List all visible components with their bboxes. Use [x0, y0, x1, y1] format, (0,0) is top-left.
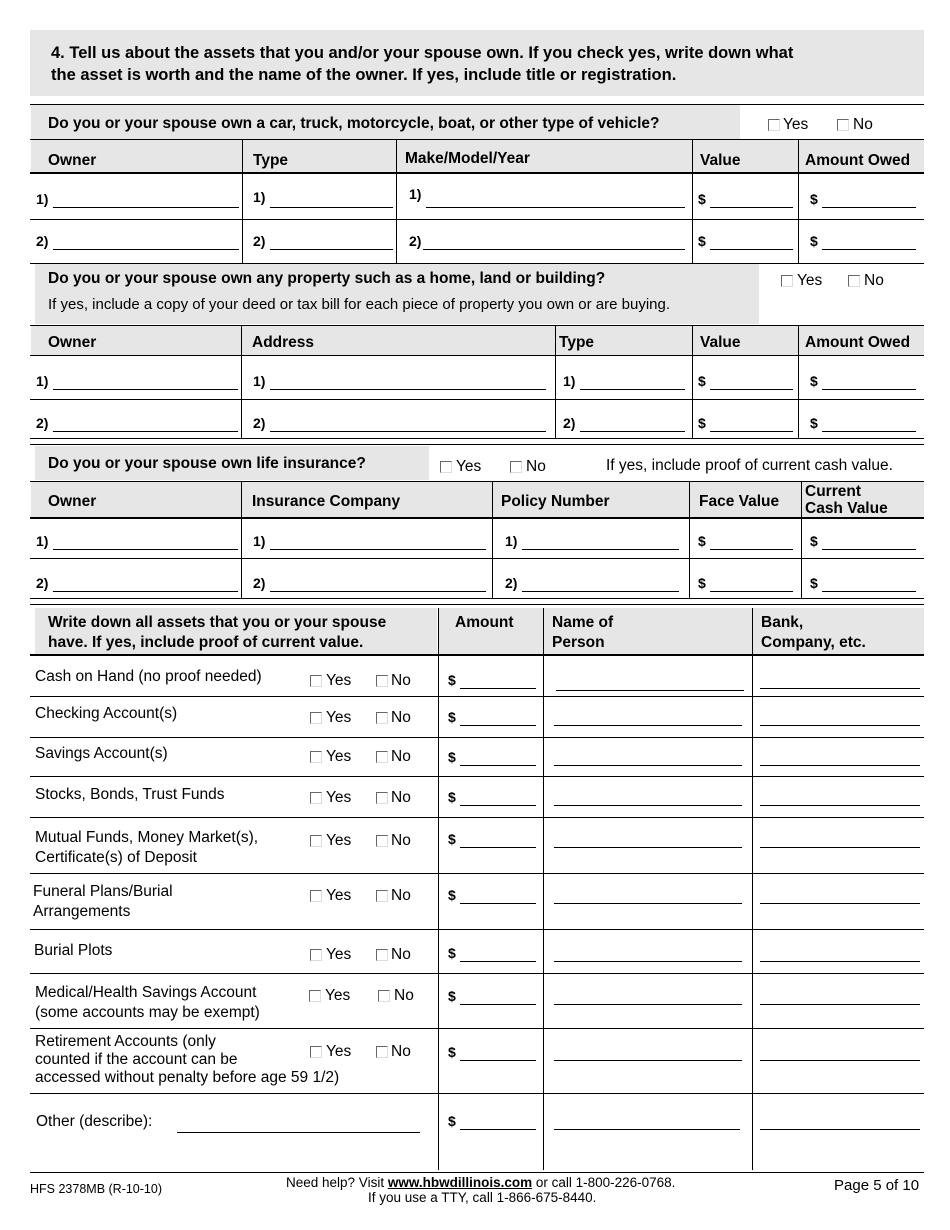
property-address-header: Address — [252, 334, 315, 351]
property-owed-header: Amount Owed — [805, 334, 911, 351]
vehicle-row1-owed-dollar: $ — [810, 191, 818, 207]
asset-label-cash: Cash on Hand (no proof needed) — [35, 668, 262, 685]
divider — [30, 438, 924, 439]
vehicle-row2-value-field[interactable] — [710, 249, 793, 250]
asset-stocks-amount-field[interactable] — [460, 805, 536, 806]
asset-cash-yes-label: Yes — [326, 672, 352, 689]
property-note: If yes, include a copy of your deed or tax bill for each piece of property you own or are buying. — [48, 296, 671, 313]
property-header-row — [31, 326, 924, 355]
col-divider — [543, 608, 544, 1170]
property-owner-header: Owner — [48, 334, 97, 351]
vehicle-make-header: Make/Model/Year — [405, 150, 530, 167]
insurance-question: Do you or your spouse own life insurance? — [48, 455, 366, 472]
divider — [30, 598, 924, 599]
asset-hsa-dollar: $ — [448, 988, 456, 1004]
divider — [30, 737, 924, 738]
vehicle-row2-value-dollar: $ — [698, 233, 706, 249]
vehicle-value-header: Value — [700, 152, 741, 169]
asset-savings-name-field[interactable] — [554, 765, 742, 766]
asset-burial-dollar: $ — [448, 945, 456, 961]
col-divider — [689, 482, 690, 598]
section-4-title-line1: 4. Tell us about the assets that you and/or your spouse own. If you check yes, write down what — [51, 44, 794, 62]
asset-mutual-amount-field[interactable] — [460, 847, 536, 848]
col-divider — [241, 326, 242, 438]
insurance-row1-face-dollar: $ — [698, 533, 706, 549]
divider — [30, 558, 924, 559]
asset-funeral-name-field[interactable] — [554, 903, 742, 904]
asset-retirement-no-label: No — [391, 1043, 411, 1060]
asset-cash-bank-field[interactable] — [760, 688, 920, 689]
property-yes-label: Yes — [797, 272, 823, 289]
property-row2-owner-field[interactable] — [53, 431, 238, 432]
asset-mutual-yes-label: Yes — [326, 832, 352, 849]
asset-funeral-dollar: $ — [448, 887, 456, 903]
col-divider — [555, 326, 556, 438]
insurance-header-row — [31, 482, 924, 517]
asset-hsa-amount-field[interactable] — [460, 1004, 536, 1005]
section-4-title-box — [30, 30, 924, 96]
insurance-row1-face-field[interactable] — [710, 549, 793, 550]
asset-mutual-no-label: No — [391, 832, 411, 849]
vehicle-row2-owner-field[interactable] — [53, 249, 239, 250]
asset-cash-dollar: $ — [448, 672, 456, 688]
asset-label-retirement-line3: accessed without penalty before age 59 1/2) — [35, 1069, 340, 1086]
insurance-row2-cash-dollar: $ — [810, 575, 818, 591]
vehicle-row1-owed-field[interactable] — [822, 207, 916, 208]
insurance-no-label: No — [526, 458, 546, 475]
asset-cash-no-checkbox[interactable] — [376, 675, 388, 687]
asset-label-retirement-line2: counted if the account can be — [35, 1051, 238, 1068]
asset-checking-amount-field[interactable] — [460, 725, 536, 726]
insurance-row2-owner-num: 2) — [36, 575, 49, 591]
insurance-owner-header: Owner — [48, 493, 97, 510]
asset-checking-name-field[interactable] — [554, 725, 742, 726]
property-question: Do you or your spouse own any property such as a home, land or building? — [48, 270, 606, 287]
property-value-header: Value — [700, 334, 741, 351]
asset-burial-yes-label: Yes — [326, 946, 352, 963]
insurance-yes-checkbox[interactable] — [440, 461, 452, 473]
insurance-no-checkbox[interactable] — [510, 461, 522, 473]
assets-header-line1: Write down all assets that you or your spouse — [48, 614, 387, 631]
asset-other-bank-field[interactable] — [760, 1129, 920, 1130]
property-row2-owed-field[interactable] — [822, 431, 916, 432]
asset-label-mutual-line2: Certificate(s) of Deposit — [35, 849, 197, 866]
vehicle-row2-owed-field[interactable] — [822, 249, 916, 250]
asset-funeral-bank-field[interactable] — [760, 903, 920, 904]
asset-savings-no-label: No — [391, 748, 411, 765]
property-row1-address-field[interactable] — [270, 389, 546, 390]
asset-funeral-no-checkbox[interactable] — [376, 890, 388, 902]
insurance-row1-policy-field[interactable] — [522, 549, 679, 550]
asset-funeral-amount-field[interactable] — [460, 903, 536, 904]
asset-checking-no-checkbox[interactable] — [376, 712, 388, 724]
asset-retirement-yes-checkbox[interactable] — [310, 1046, 322, 1058]
asset-retirement-bank-field[interactable] — [760, 1060, 920, 1061]
asset-other-dollar: $ — [448, 1113, 456, 1129]
asset-burial-no-checkbox[interactable] — [376, 949, 388, 961]
asset-stocks-no-label: No — [391, 789, 411, 806]
assets-bank-header-line2: Company, etc. — [761, 634, 866, 651]
property-row1-value-field[interactable] — [710, 389, 793, 390]
asset-savings-bank-field[interactable] — [760, 765, 920, 766]
asset-cash-name-field[interactable] — [556, 690, 744, 691]
asset-savings-amount-field[interactable] — [460, 765, 536, 766]
asset-stocks-name-field[interactable] — [554, 805, 742, 806]
asset-savings-no-checkbox[interactable] — [376, 751, 388, 763]
asset-cash-amount-field[interactable] — [460, 688, 536, 689]
vehicle-row1-make-num: 1) — [409, 186, 422, 202]
asset-checking-dollar: $ — [448, 709, 456, 725]
asset-burial-no-label: No — [391, 946, 411, 963]
asset-stocks-dollar: $ — [448, 789, 456, 805]
vehicle-row2-type-num: 2) — [253, 233, 266, 249]
vehicle-row1-owner-num: 1) — [36, 191, 49, 207]
col-divider — [692, 140, 693, 264]
property-no-checkbox[interactable] — [848, 275, 860, 287]
asset-stocks-yes-checkbox[interactable] — [310, 792, 322, 804]
divider — [30, 219, 924, 220]
col-divider — [692, 326, 693, 438]
asset-hsa-bank-field[interactable] — [760, 1004, 920, 1005]
insurance-policy-header: Policy Number — [501, 493, 610, 510]
asset-checking-yes-label: Yes — [326, 709, 352, 726]
asset-label-hsa-line2: (some accounts may be exempt) — [35, 1004, 260, 1021]
insurance-row2-face-field[interactable] — [710, 591, 793, 592]
divider — [30, 172, 924, 174]
divider — [30, 696, 924, 697]
property-row1-value-dollar: $ — [698, 373, 706, 389]
insurance-row1-company-num: 1) — [253, 533, 266, 549]
divider — [30, 517, 924, 519]
asset-other-amount-field[interactable] — [460, 1129, 536, 1130]
asset-label-burial-plots: Burial Plots — [34, 942, 113, 959]
insurance-yes-label: Yes — [456, 458, 482, 475]
vehicle-yes-label: Yes — [783, 116, 809, 133]
assets-name-header-line1: Name of — [552, 614, 614, 631]
asset-label-stocks: Stocks, Bonds, Trust Funds — [35, 786, 225, 803]
asset-burial-amount-field[interactable] — [460, 961, 536, 962]
col-divider — [241, 482, 242, 598]
asset-checking-yes-checkbox[interactable] — [310, 712, 322, 724]
help-link[interactable]: www.hbwdillinois.com — [387, 1175, 533, 1190]
property-no-label: No — [864, 272, 884, 289]
vehicle-row1-value-dollar: $ — [698, 191, 706, 207]
vehicle-type-header: Type — [253, 152, 289, 169]
insurance-row2-cash-field[interactable] — [822, 591, 916, 592]
divider — [30, 776, 924, 777]
col-divider — [798, 140, 799, 264]
insurance-row2-policy-num: 2) — [505, 575, 518, 591]
asset-label-checking: Checking Account(s) — [35, 705, 178, 722]
vehicle-row1-value-field[interactable] — [710, 207, 793, 208]
asset-retirement-amount-field[interactable] — [460, 1060, 536, 1061]
asset-label-funeral-line2: Arrangements — [33, 903, 131, 920]
assets-name-header-line2: Person — [552, 634, 605, 651]
divider — [30, 399, 924, 400]
property-row2-type-field[interactable] — [580, 431, 685, 432]
col-divider — [798, 326, 799, 438]
asset-funeral-yes-checkbox[interactable] — [310, 890, 322, 902]
assets-bank-header-line1: Bank, — [761, 614, 804, 631]
property-row1-owed-field[interactable] — [822, 389, 916, 390]
asset-hsa-yes-checkbox[interactable] — [309, 990, 321, 1002]
insurance-company-header: Insurance Company — [252, 493, 401, 510]
property-row1-address-num: 1) — [253, 373, 266, 389]
asset-cash-no-label: No — [391, 672, 411, 689]
vehicle-row1-type-num: 1) — [253, 189, 266, 205]
asset-label-funeral-line1: Funeral Plans/Burial — [33, 883, 173, 900]
asset-hsa-no-checkbox[interactable] — [378, 990, 390, 1002]
asset-hsa-name-field[interactable] — [554, 1004, 742, 1005]
property-row1-owed-dollar: $ — [810, 373, 818, 389]
property-row1-owner-field[interactable] — [53, 389, 238, 390]
divider — [30, 817, 924, 818]
col-divider — [396, 140, 397, 264]
asset-checking-bank-field[interactable] — [760, 725, 920, 726]
asset-retirement-no-checkbox[interactable] — [376, 1046, 388, 1058]
property-row2-owed-dollar: $ — [810, 415, 818, 431]
insurance-note: If yes, include proof of current cash value. — [606, 457, 893, 474]
asset-savings-dollar: $ — [448, 749, 456, 765]
footer-divider — [30, 1172, 924, 1173]
asset-burial-name-field[interactable] — [554, 961, 742, 962]
divider — [30, 604, 924, 605]
insurance-row1-company-field[interactable] — [270, 549, 486, 550]
property-row1-owner-num: 1) — [36, 373, 49, 389]
asset-mutual-dollar: $ — [448, 831, 456, 847]
property-row2-value-dollar: $ — [698, 415, 706, 431]
asset-funeral-no-label: No — [391, 887, 411, 904]
tty-line: If you use a TTY, call 1-866-675-8440. — [368, 1190, 597, 1205]
asset-retirement-dollar: $ — [448, 1044, 456, 1060]
assets-amount-header: Amount — [455, 614, 514, 631]
page-number: Page 5 of 10 — [834, 1177, 920, 1194]
asset-mutual-yes-checkbox[interactable] — [310, 835, 322, 847]
asset-stocks-yes-label: Yes — [326, 789, 352, 806]
property-row2-owner-num: 2) — [36, 415, 49, 431]
asset-funeral-yes-label: Yes — [326, 887, 352, 904]
asset-other-describe-field[interactable] — [177, 1132, 420, 1133]
asset-label-savings: Savings Account(s) — [35, 745, 168, 762]
asset-burial-yes-checkbox[interactable] — [310, 949, 322, 961]
vehicle-row2-owner-num: 2) — [36, 233, 49, 249]
vehicle-row1-type-field[interactable] — [270, 207, 393, 208]
col-divider — [752, 608, 753, 1170]
vehicle-no-label: No — [853, 116, 873, 133]
insurance-cash-header-line1: Current — [805, 483, 861, 500]
insurance-face-header: Face Value — [699, 493, 780, 510]
property-row2-type-num: 2) — [563, 415, 576, 431]
asset-hsa-yes-label: Yes — [325, 987, 351, 1004]
insurance-cash-header-line2: Cash Value — [805, 500, 888, 517]
property-row2-value-field[interactable] — [710, 431, 793, 432]
vehicle-row1-owner-field[interactable] — [53, 207, 239, 208]
asset-burial-bank-field[interactable] — [760, 961, 920, 962]
vehicle-row2-make-field[interactable] — [423, 249, 685, 250]
vehicle-row2-owed-dollar: $ — [810, 233, 818, 249]
asset-mutual-name-field[interactable] — [554, 847, 742, 848]
vehicle-question: Do you or your spouse own a car, truck, motorcycle, boat, or other type of vehicle? — [48, 115, 660, 132]
insurance-row1-owner-num: 1) — [36, 533, 49, 549]
property-yes-checkbox[interactable] — [781, 275, 793, 287]
asset-stocks-no-checkbox[interactable] — [376, 792, 388, 804]
help-line — [286, 1175, 675, 1191]
help-pre: Need help? Visit — [286, 1175, 388, 1190]
asset-mutual-no-checkbox[interactable] — [376, 835, 388, 847]
help-post: or call 1-800-226-0768. — [532, 1175, 676, 1190]
property-row2-address-field[interactable] — [270, 431, 546, 432]
asset-retirement-yes-label: Yes — [326, 1043, 352, 1060]
divider — [30, 1028, 924, 1029]
vehicle-row1-make-field[interactable] — [426, 207, 685, 208]
insurance-row2-policy-field[interactable] — [522, 591, 679, 592]
asset-savings-yes-checkbox[interactable] — [310, 751, 322, 763]
divider — [30, 1093, 924, 1094]
asset-retirement-name-field[interactable] — [554, 1060, 742, 1061]
insurance-row2-company-field[interactable] — [270, 591, 486, 592]
vehicle-no-checkbox[interactable] — [837, 119, 849, 131]
insurance-row2-owner-field[interactable] — [53, 591, 238, 592]
asset-label-mutual-line1: Mutual Funds, Money Market(s), — [35, 829, 259, 846]
col-divider — [801, 482, 802, 598]
asset-stocks-bank-field[interactable] — [760, 805, 920, 806]
insurance-row1-cash-dollar: $ — [810, 533, 818, 549]
col-divider — [438, 608, 439, 1170]
insurance-row1-policy-num: 1) — [505, 533, 518, 549]
section-4-title-line2: the asset is worth and the name of the owner. If yes, include title or registration. — [51, 66, 677, 84]
form-id: HFS 2378MB (R-10-10) — [30, 1182, 162, 1196]
property-type-header: Type — [559, 334, 595, 351]
vehicle-row2-make-num: 2) — [409, 233, 422, 249]
divider — [30, 654, 924, 656]
divider — [30, 973, 924, 974]
divider — [30, 444, 924, 445]
asset-label-other: Other (describe): — [36, 1113, 153, 1130]
divider — [30, 929, 924, 930]
asset-mutual-bank-field[interactable] — [760, 847, 920, 848]
vehicle-yes-checkbox[interactable] — [768, 119, 780, 131]
divider — [30, 873, 924, 874]
property-row1-type-field[interactable] — [580, 389, 685, 390]
property-row1-type-num: 1) — [563, 373, 576, 389]
insurance-row1-cash-field[interactable] — [822, 549, 916, 550]
property-row2-address-num: 2) — [253, 415, 266, 431]
asset-label-hsa-line1: Medical/Health Savings Account — [35, 984, 257, 1001]
assets-header-line2: have. If yes, include proof of current value. — [48, 634, 364, 651]
asset-hsa-no-label: No — [394, 987, 414, 1004]
asset-savings-yes-label: Yes — [326, 748, 352, 765]
asset-checking-no-label: No — [391, 709, 411, 726]
vehicle-owner-header: Owner — [48, 152, 97, 169]
divider — [30, 355, 924, 356]
insurance-row2-company-num: 2) — [253, 575, 266, 591]
col-divider — [242, 140, 243, 264]
asset-cash-yes-checkbox[interactable] — [310, 675, 322, 687]
insurance-row2-face-dollar: $ — [698, 575, 706, 591]
insurance-row1-owner-field[interactable] — [53, 549, 238, 550]
col-divider — [492, 482, 493, 598]
asset-other-name-field[interactable] — [554, 1129, 740, 1130]
vehicle-row2-type-field[interactable] — [270, 249, 393, 250]
vehicle-owed-header: Amount Owed — [805, 152, 911, 169]
asset-label-retirement-line1: Retirement Accounts (only — [35, 1033, 216, 1050]
